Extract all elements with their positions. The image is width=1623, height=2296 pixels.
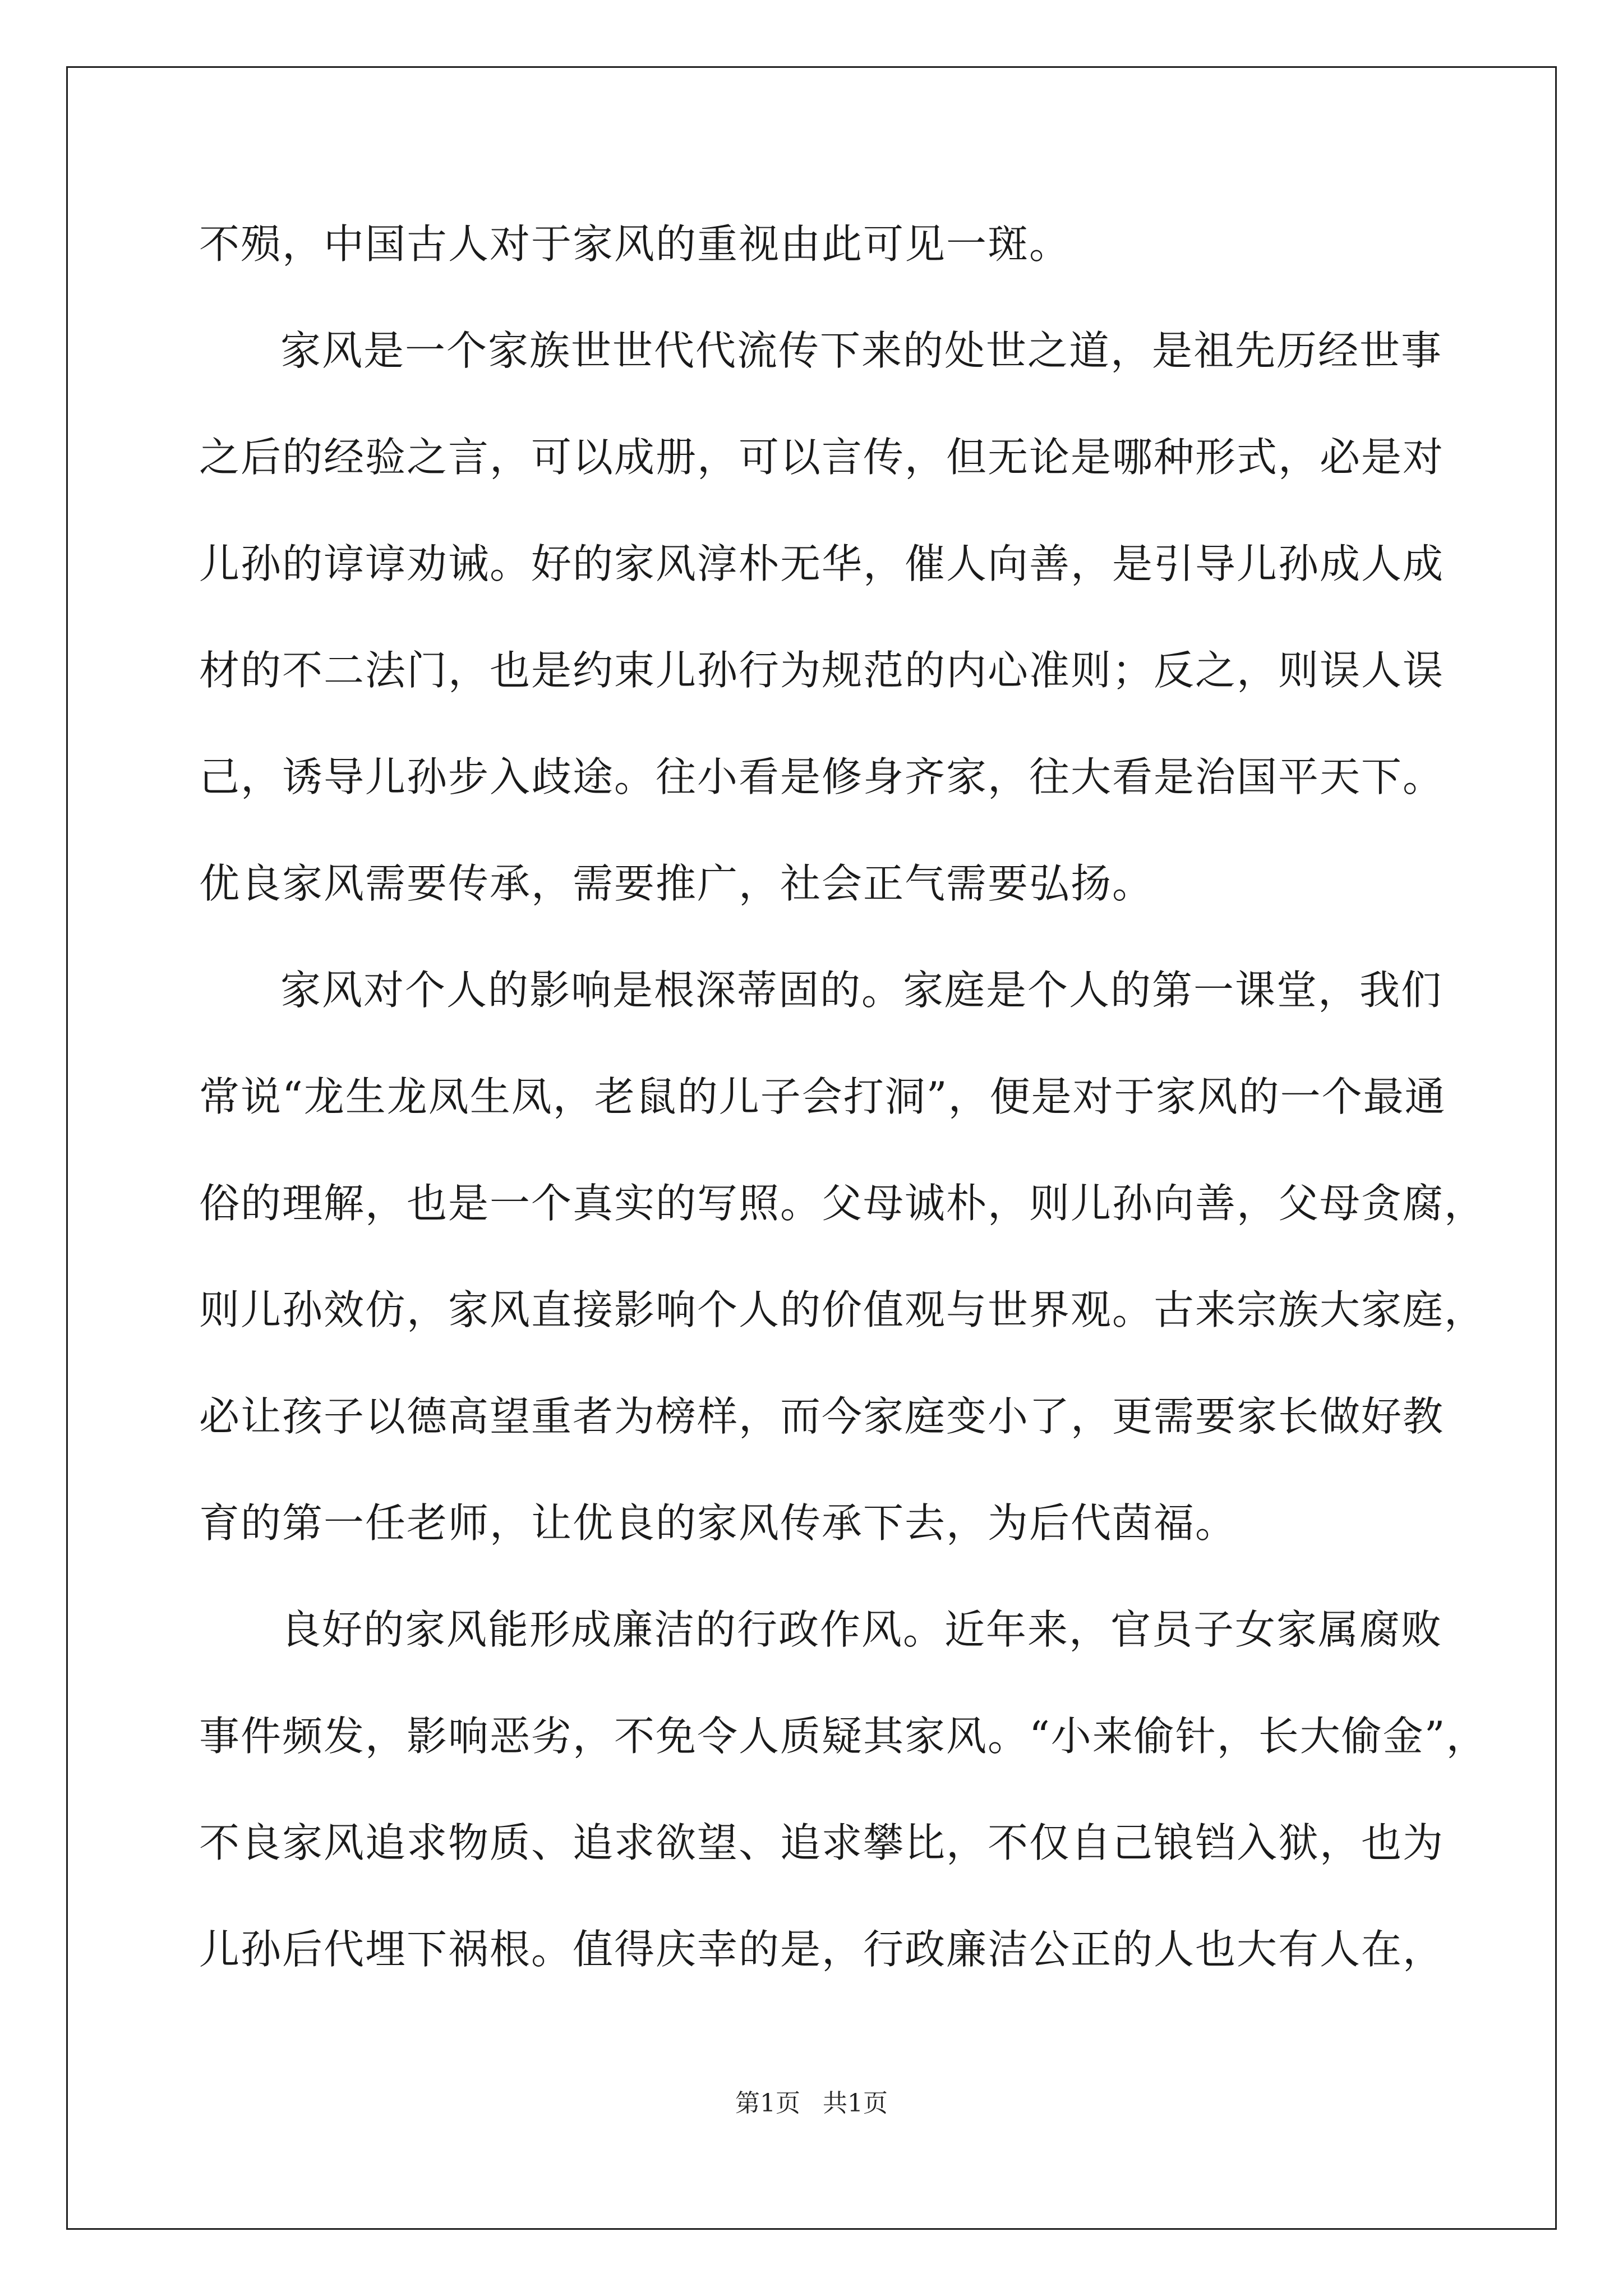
text-line: 优良家风需要传承，需要推广，社会正气需要弘扬。 (199, 860, 1154, 907)
text-line: 己，诱导儿孙步入歧途。往小看是修身齐家，往大看是治国平天下。 (199, 753, 1445, 800)
text-line: 事件频发，影响恶劣，不免令人质疑其家风。“小来偷针，长大偷金”， (199, 1713, 1488, 1760)
text-line: 必让孩子以德高望重者为榜样，而今家庭变小了，更需要家长做好教 (199, 1393, 1445, 1440)
page-number: 第1页 (735, 2089, 800, 2118)
paragraph-first-line: 家风对个人的影响是根深蒂固的。家庭是个人的第一课堂，我们 (280, 967, 1443, 1014)
text-line: 不良家风追求物质、追求欲望、追求攀比，不仅自己锒铛入狱，也为 (199, 1819, 1445, 1866)
page-total: 共1页 (823, 2089, 888, 2118)
text-line: 常说“龙生龙凤生凤，老鼠的儿子会打洞”，便是对于家风的一个最通 (199, 1073, 1446, 1120)
text-line: 材的不二法门，也是约束儿孙行为规范的内心准则；反之，则误人误 (199, 647, 1445, 694)
page-border (66, 66, 1557, 2230)
text-line: 则儿孙效仿，家风直接影响个人的价值观与世界观。古来宗族大家庭， (199, 1286, 1486, 1333)
text-line: 育的第一任老师，让优良的家风传承下去，为后代茵福。 (199, 1499, 1237, 1547)
text-line: 儿孙后代埋下祸根。值得庆幸的是，行政廉洁公正的人也大有人在， (199, 1926, 1445, 1973)
paragraph-first-line: 良好的家风能形成廉洁的行政作风。近年来，官员子女家属腐败 (280, 1606, 1443, 1653)
text-line: 俗的理解，也是一个真实的写照。父母诚朴，则儿孙向善，父母贪腐， (199, 1180, 1486, 1227)
paragraph-first-line: 家风是一个家族世世代代流传下来的处世之道，是祖先历经世事 (280, 327, 1443, 374)
text-line: 儿孙的谆谆劝诫。好的家风淳朴无华，催人向善，是引导儿孙成人成 (199, 540, 1445, 587)
text-line: 不殒，中国古人对于家风的重视由此可见一斑。 (199, 220, 1071, 268)
page-footer (0, 2087, 1623, 2120)
text-line: 之后的经验之言，可以成册，可以言传，但无论是哪种形式，必是对 (199, 434, 1445, 481)
